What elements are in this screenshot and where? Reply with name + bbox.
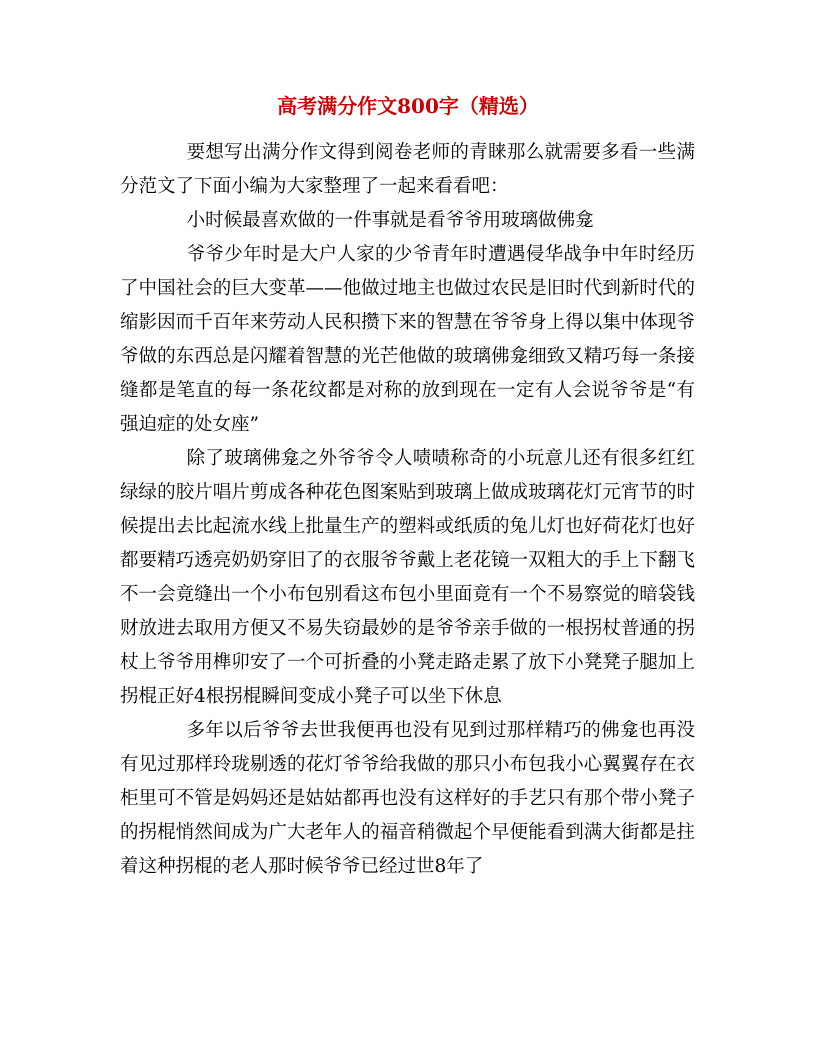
paragraph-grandfather: 爷爷少年时是大户人家的少爷青年时遭遇侵华战争中年时经历了中国社会的巨大变革——他做过地主也做过农民是旧时代到新时代的缩影因而千百年来劳动人民积攒下来的智慧在爷爷身上得以集中体现爷爷做的东西总是闪耀着智慧的光芒他做的玻璃佛龛细致又精巧每一条接缝都是笔直的每一条花纹都是对称的放到现在一定有人会说爷爷是“有强迫症的处女座”: [120, 244, 695, 435]
paragraph-intro: 要想写出满分作文得到阅卷老师的青睐那么就需要多看一些满分范文了下面小编为大家整理了一起来看看吧：: [120, 142, 695, 197]
paragraph-memory: 多年以后爷爷去世我便再也没有见到过那样精巧的佛龛也再没有见过那样玲珑剔透的花灯爷爷给我做的那只小布包我小心翼翼存在衣柜里可不管是妈妈还是姑姑都再也没有这样好的手艺只有那个带小凳子的拐棍悄然间成为广大老年人的福音稍微起个早便能看到满大街都是拄着这种拐棍的老人那时候爷爷已经过世8年了: [120, 720, 695, 877]
paragraph-subtitle: 小时候最喜欢做的一件事就是看爷爷用玻璃做佛龛: [186, 210, 594, 231]
document-title: 高考满分作文800字（精选）: [277, 94, 539, 118]
document-body: [120, 136, 695, 884]
paragraph-crafts: 除了玻璃佛龛之外爷爷令人啧啧称奇的小玩意儿还有很多红红绿绿的胶片唱片剪成各种花色图案贴到玻璃上做成玻璃花灯元宵节的时候提出去比起流水线上批量生产的塑料或纸质的兔儿灯也好荷花灯也好都要精巧透亮奶奶穿旧了的衣服爷爷戴上老花镜一双粗大的手上下翻飞不一会竟缝出一个小布包别看这布包小里面竟有一个不易察觉的暗袋钱财放进去取用方便又不易失窃最妙的是爷爷亲手做的一根拐杖普通的拐杖上爷爷用榫卯安了一个可折叠的小凳走路走累了放下小凳凳子腿加上拐棍正好4根拐棍瞬间变成小凳子可以坐下休息: [120, 448, 695, 707]
